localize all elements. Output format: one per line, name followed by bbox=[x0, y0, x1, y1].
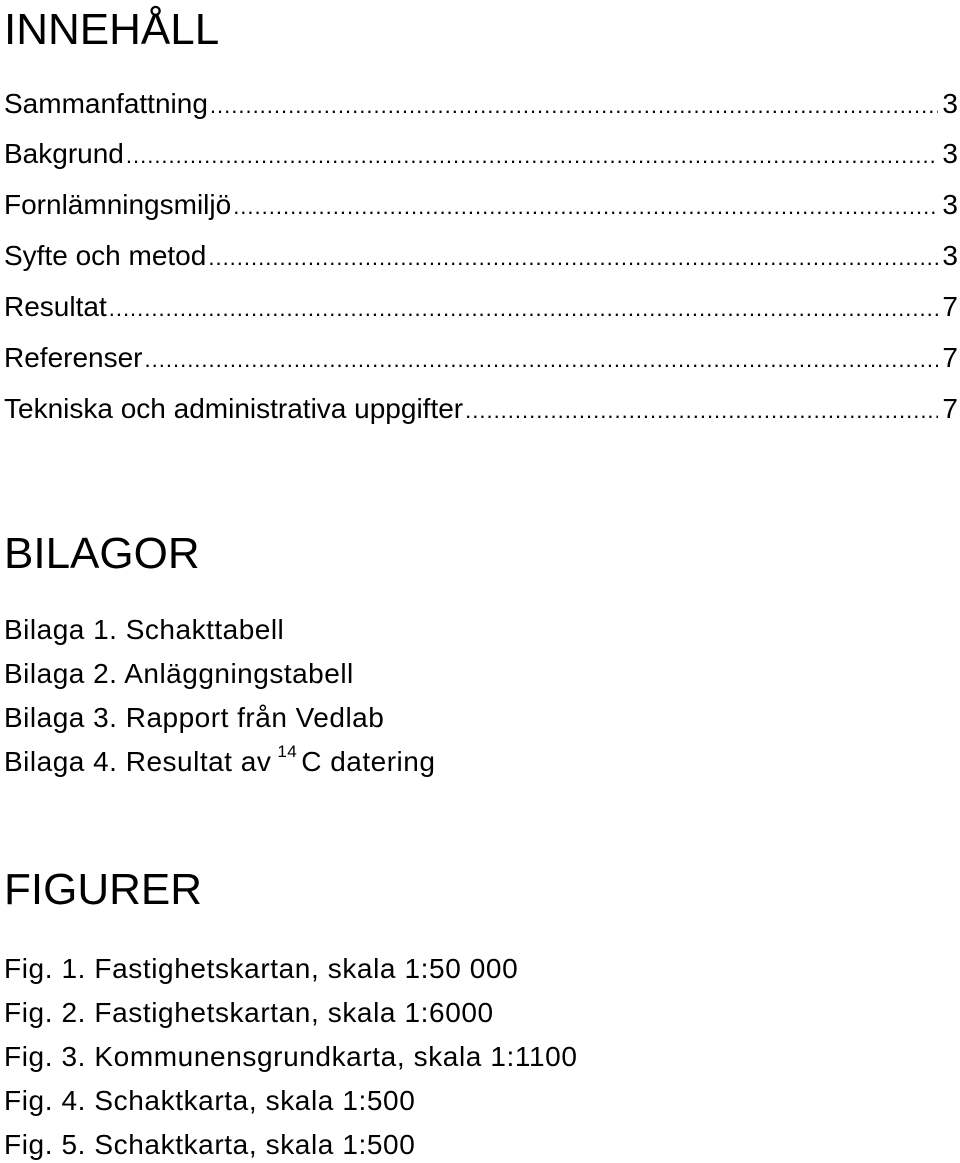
bilaga-item: Bilaga 1. Schakttabell bbox=[4, 614, 285, 645]
toc-leader-dots bbox=[233, 196, 938, 218]
bilaga-item: Bilaga 3. Rapport från Vedlab bbox=[4, 702, 385, 733]
toc-leader-dots bbox=[145, 349, 939, 371]
figure-item: Fig. 5. Schaktkarta, skala 1:500 bbox=[4, 1129, 416, 1160]
toc-entry bbox=[4, 191, 958, 219]
isotope-superscript: 14 bbox=[277, 742, 298, 761]
toc-entry-page: 3 bbox=[942, 138, 958, 169]
figure-item: Fig. 1. Fastighetskartan, skala 1:50 000 bbox=[4, 953, 519, 984]
toc-leader-dots bbox=[210, 95, 939, 117]
toc-entry bbox=[4, 242, 958, 270]
toc-entry-title: Sammanfattning bbox=[4, 88, 208, 119]
bilaga-item-text: C datering bbox=[301, 746, 436, 777]
toc-entry-title: Tekniska och administrativa uppgifter bbox=[4, 393, 464, 424]
toc-entry-page: 7 bbox=[942, 342, 958, 373]
bilaga-item: Bilaga 2. Anläggningstabell bbox=[4, 658, 354, 689]
toc-entry bbox=[4, 90, 958, 118]
toc-heading: INNEHÅLL bbox=[4, 5, 220, 54]
toc-entry-page: 3 bbox=[942, 88, 958, 119]
toc-entry-page: 3 bbox=[942, 189, 958, 220]
figure-item: Fig. 3. Kommunensgrundkarta, skala 1:1100 bbox=[4, 1041, 578, 1072]
toc-entry bbox=[4, 140, 958, 168]
toc-leader-dots bbox=[465, 400, 938, 422]
toc-entry-page: 7 bbox=[942, 291, 958, 322]
toc-entry bbox=[4, 293, 958, 321]
toc-entry-title: Syfte och metod bbox=[4, 240, 207, 271]
bilagor-heading: BILAGOR bbox=[4, 529, 200, 578]
toc-entry-title: Bakgrund bbox=[4, 138, 124, 169]
toc-entry bbox=[4, 395, 958, 423]
toc-entry-title: Resultat bbox=[4, 291, 107, 322]
toc-entry-page: 3 bbox=[942, 240, 958, 271]
toc-leader-dots bbox=[109, 298, 939, 320]
toc-leader-dots bbox=[126, 145, 939, 167]
figure-item: Fig. 2. Fastighetskartan, skala 1:6000 bbox=[4, 997, 494, 1028]
toc-entry-title: Referenser bbox=[4, 342, 143, 373]
toc-leader-dots bbox=[208, 247, 938, 269]
toc-entry-title: Fornlämningsmiljö bbox=[4, 189, 232, 220]
figurer-heading: FIGURER bbox=[4, 865, 202, 914]
toc-entry-page: 7 bbox=[942, 393, 958, 424]
toc-entry bbox=[4, 344, 958, 372]
bilaga-item-text: Bilaga 4. Resultat av bbox=[4, 746, 272, 777]
figure-item: Fig. 4. Schaktkarta, skala 1:500 bbox=[4, 1085, 416, 1116]
bilaga-item bbox=[4, 742, 436, 777]
